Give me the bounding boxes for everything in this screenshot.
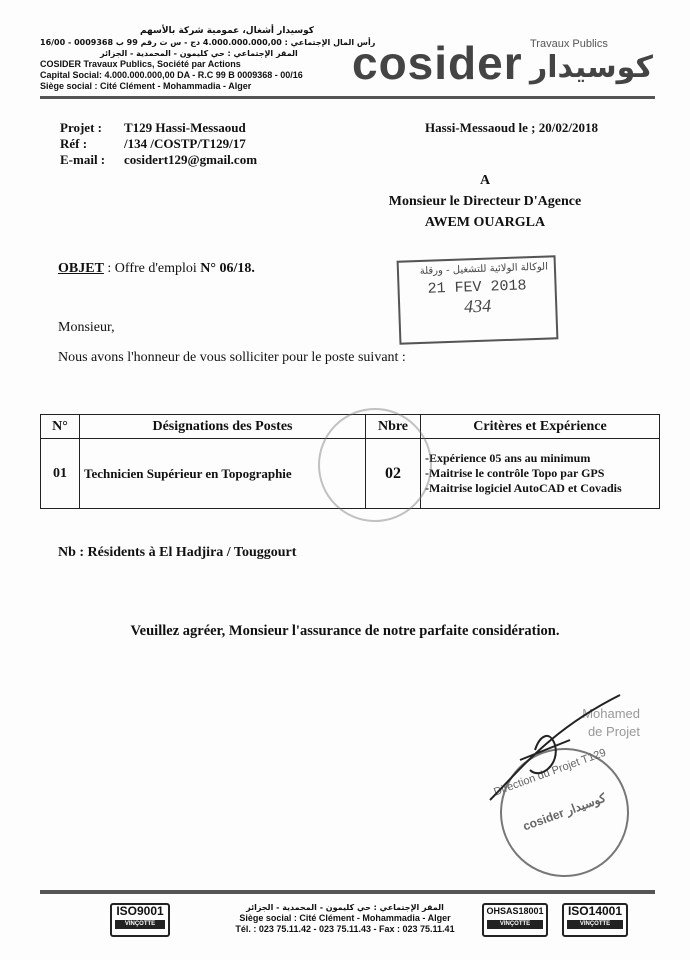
objet-line <box>58 261 255 277</box>
critere-item: -Maitrise logiciel AutoCAD et Covadis <box>425 481 622 495</box>
logo-arabic: كوسيدار <box>530 50 653 85</box>
salutation: Monsieur, <box>58 320 115 335</box>
recipient-line1: Monsieur le Directeur D'Agence <box>388 194 582 209</box>
intro-text: Nous avons l'honneur de vous solliciter pour le poste suivant : <box>58 350 406 365</box>
cell-nbre: 02 <box>366 439 421 509</box>
cert-iso14001 <box>562 903 628 937</box>
header-line-4: COSIDER Travaux Publics, Société par Actions <box>40 59 241 69</box>
reception-stamp-date: 21 FEV 2018 <box>427 277 527 298</box>
cert-sub: VINÇOTTE <box>567 920 623 929</box>
critere-item: -Expérience 05 ans au minimum <box>425 451 591 465</box>
cell-designation: Technicien Supérieur en Topographie <box>80 439 366 509</box>
footer-line1: Siège social : Cité Clément - Mohammadia - Alger <box>239 913 451 923</box>
critere-item: -Maitrise le contrôle Topo par GPS <box>425 466 605 480</box>
cert-name: OHSAS18001 <box>486 906 544 916</box>
header-arabic-3: المقر الإجتماعي : حي كليمون - المحمدية - الجزائر <box>100 49 298 58</box>
faint-seal <box>318 408 432 522</box>
cert-name: ISO9001 <box>116 904 164 918</box>
logo-tagline: Travaux Publics <box>530 38 608 50</box>
seal-inner-text: cosider كوسيدار <box>521 790 608 834</box>
email-label: E-mail : <box>60 152 106 167</box>
cert-sub: VINÇOTTE <box>115 920 165 929</box>
recipient-a: A <box>479 173 491 188</box>
company-header <box>40 26 375 92</box>
cert-name: ISO14001 <box>567 904 623 918</box>
projet-label: Projet : <box>60 120 102 135</box>
header-arabic-1: كوسيدار أشغال، عمومية شركة بالأسهم <box>140 26 315 36</box>
reference-block <box>60 120 257 168</box>
cell-num: 01 <box>41 439 80 509</box>
reception-stamp <box>397 255 559 344</box>
seal-ring-text: Direction du Projet T129 <box>492 746 608 799</box>
closing-line: Veuillez agréer, Monsieur l'assurance de notre parfaite considération. <box>130 623 560 639</box>
header-line-5: Capital Social: 4.000.000.000,00 DA - R.C 99 B 0009368 - 00/16 <box>40 70 303 80</box>
footer-divider <box>40 890 655 894</box>
residence-note: Nb : Résidents à El Hadjira / Touggourt <box>58 545 297 560</box>
header-arabic-2: رأس المال الإجتماعي : 4.000.000.000,00 دج - س ت رقم 99 ب 0009368 - 16/00 <box>40 38 376 47</box>
ref-value: /134 /COSTP/T129/17 <box>124 136 246 151</box>
email-value: cosidert129@gmail.com <box>124 152 258 167</box>
handwritten-signature <box>480 690 630 810</box>
reception-stamp-agency: الوكالة الولائية للتشغيل - ورقلة <box>419 261 549 277</box>
objet-text: : Offre d'emploi <box>107 261 197 276</box>
footer-line2: Tél. : 023 75.11.42 - 023 75.11.43 - Fax : 023 75.11.41 <box>235 924 455 934</box>
recipient-line2: AWEM OUARGLA <box>424 215 546 230</box>
col-designation-header: Désignations des Postes <box>80 415 366 439</box>
logo-text: cosider <box>352 37 523 89</box>
cell-criteres <box>421 439 660 509</box>
col-criteres-header: Critères et Expérience <box>421 415 660 439</box>
header-line-6: Siège social : Cité Clément - Mohammadia - Alger <box>40 81 252 91</box>
signatory-title: de Projet <box>587 724 640 739</box>
col-num-header: N° <box>41 415 80 439</box>
col-nbre-header: Nbre <box>366 415 421 439</box>
recipient-block <box>360 170 610 233</box>
footer-arabic: المقر الإجتماعي : حي كليمون - المحمدية - الجزائر <box>246 903 444 912</box>
header-divider <box>40 96 655 99</box>
reception-stamp-number: 434 <box>463 295 492 317</box>
cosider-logo <box>352 37 653 94</box>
signatory-name: Mohamed <box>582 706 640 721</box>
projet-value: T129 Hassi-Messaoud <box>124 120 246 135</box>
ref-label: Réf : <box>60 136 88 151</box>
objet-label: OBJET <box>58 261 104 276</box>
objet-number: N° 06/18. <box>200 261 255 276</box>
date-line: Hassi-Messaoud le ; 20/02/2018 <box>425 120 598 135</box>
cert-sub: VINÇOTTE <box>487 920 543 929</box>
cert-ohsas18001 <box>482 903 548 937</box>
